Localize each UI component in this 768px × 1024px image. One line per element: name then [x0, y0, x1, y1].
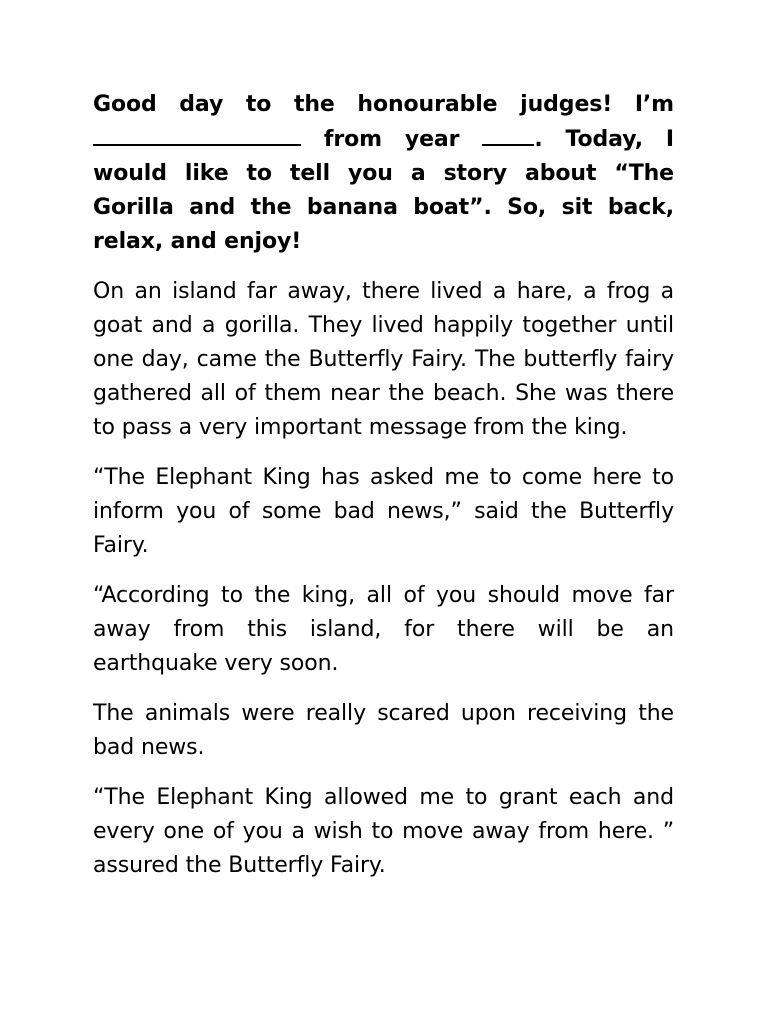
story-paragraph-1: On an island far away, there lived a hare, a frog a goat and a gorilla. They lived happily together until one day, came the Butterfly Fairy. The butterfly fairy gathered all of them near the beach. She was there to pass a very important message from the king. [93, 279, 674, 440]
intro-text-greeting: Good day to the honourable judges! I’m [93, 92, 674, 117]
story-paragraph-2: “The Elephant King has asked me to come here to inform you of some bad news,” said the Butterfly Fairy. [93, 465, 674, 558]
year-blank [482, 122, 534, 146]
story-paragraph-4: The animals were really scared upon receiving the bad news. [93, 701, 674, 760]
story-paragraph-5: “The Elephant King allowed me to grant each and every one of you a wish to move away from here. ” assured the Butterfly Fairy. [93, 785, 674, 878]
document-page [93, 88, 674, 899]
intro-text-story: . Today, I would like to tell you a story about “The Gorilla and the banana boat”. So, sit back, relax, and enjoy! [93, 127, 675, 254]
name-blank [93, 122, 301, 146]
intro-text-year: from year [301, 127, 483, 152]
intro-paragraph [93, 88, 674, 259]
story-paragraph-3: “According to the king, all of you should move far away from this island, for there will be an earthquake very soon. [93, 583, 674, 676]
